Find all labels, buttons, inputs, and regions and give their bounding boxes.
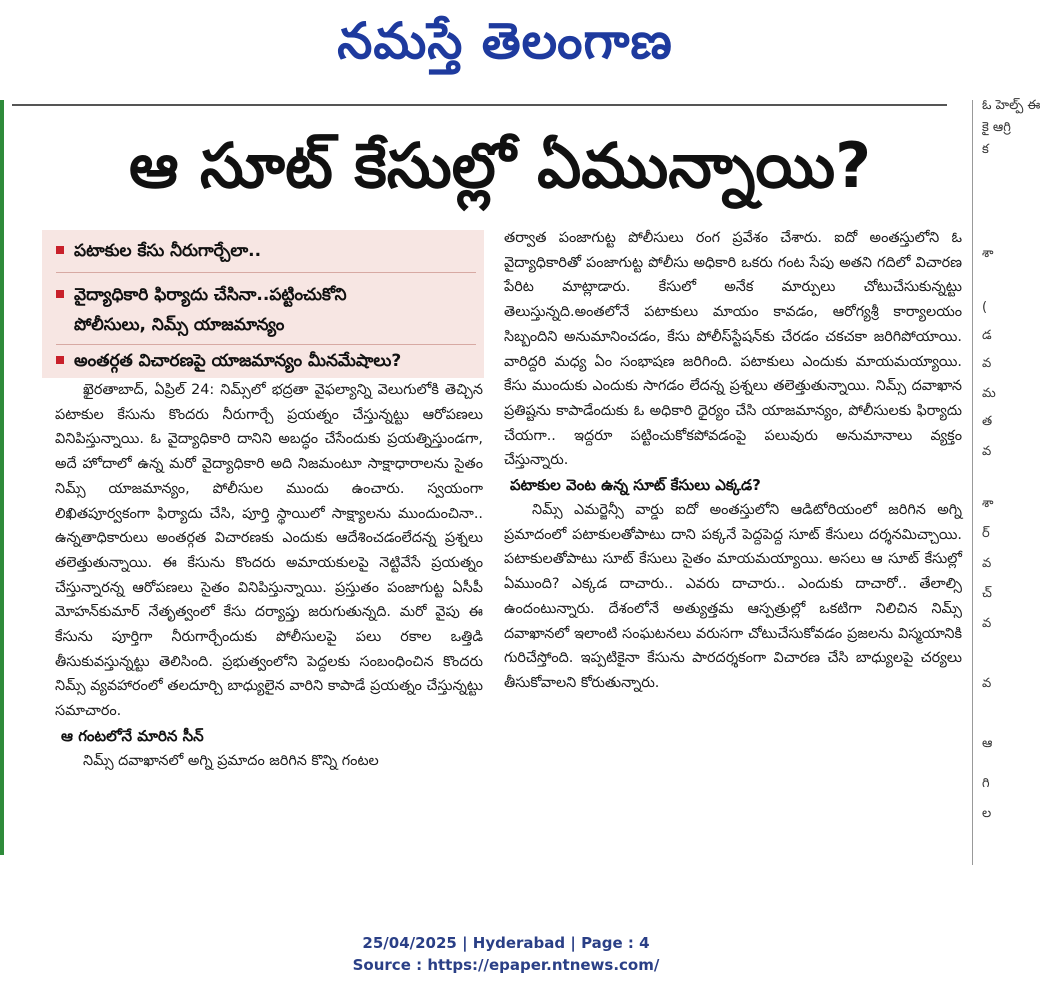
strip-text: మ [982, 386, 996, 401]
bullet-icon [56, 356, 64, 364]
highlights-box [42, 230, 484, 378]
strip-text: వ [982, 356, 992, 371]
article-column-left [55, 378, 483, 774]
highlight-item: అంతర్గత విచారణపై యాజమాన్యం మీనమేషాలు? [56, 346, 476, 376]
newspaper-masthead: నమస్తే తెలంగాణ [337, 12, 673, 70]
strip-text: శా [982, 496, 994, 511]
page-info: 25/04/2025 | Hyderabad | Page : 4 [362, 934, 650, 952]
strip-text: ఓ హెల్ప్ ఈ [982, 98, 1040, 113]
column-divider [972, 100, 973, 865]
article-headline: ఆ సూట్ కేసుల్లో ఏమున్నాయి? [128, 129, 872, 202]
strip-text: ర్ [982, 526, 990, 541]
strip-text: కై ఆగ్రి [982, 120, 1011, 135]
strip-text: డ [982, 328, 992, 343]
top-divider [12, 104, 947, 106]
strip-text: వ [982, 556, 992, 571]
strip-text: వ [982, 676, 992, 691]
article-paragraph: ఖైరతాబాద్, ఏప్రిల్ 24: నిమ్స్‌లో భద్రతా వైఫల్యాన్ని వెలుగులోకి తెచ్చిన పటాకుల కేసును కొందరు నీరుగార్చే ప్రయత్నం చేస్తున్నట్టు ఆరోపణలు వినిపిస్తున్నాయి. ఓ వైద్యాధికారి దానిని అబద్ధం చేసేందుకు ప్రయత్నిస్తుండగా, అదే హోదాలో ఉన్న మరో వైద్యాధికారి అది నిజమంటూ సాక్షాధారాలను సైతం నిమ్స్ యాజమాన్యం, పోలీసుల ముందు ఉంచారు. స్వయంగా లిఖితపూర్వకంగా ఫిర్యాదు చేసి, పూర్తి స్థాయిలో సాక్ష్యాలను ముందుంచినా.. ఉన్నతాధికారులు అంతర్గత విచారణకు ఎందుకు ఆదేశించడంలేదన్న ప్రశ్నలు తలెత్తుతున్నాయి. ఈ కేసును కొందరు అమాయకులపై నెట్టివేసే ప్రయత్నం చేస్తున్నారన్న ఆరోపణలు సైతం వినిపిస్తున్నాయి. ప్రస్తుతం పంజాగుట్ట ఏసీపీ మోహన్‌కుమార్ నేతృత్వంలో కేసు దర్యాప్తు జరుగుతున్నది. మరో వైపు ఈ కేసును పూర్తిగా నీరుగార్చేందుకు పోలీసులపై పలు రకాల ఒత్తిడి తీసుకువస్తున్నట్టు తెలిసింది. ప్రభుత్వంలోని పెద్దలకు సంబంధించిన కొందరు నిమ్స్ వ్యవహారంలో తలదూర్చి బాధ్యులైన వారిని కాపాడే ప్రయత్నం చేస్తున్నట్టు సమాచారం. [55, 382, 483, 720]
strip-text: శా [982, 246, 994, 261]
strip-text: చ్ [982, 586, 992, 601]
left-margin-strip [0, 100, 4, 855]
highlight-item: వైద్యాధికారి ఫిర్యాదు చేసినా..పట్టించుకోని పోలీసులు, నిమ్స్ యాజమాన్యం [56, 280, 476, 340]
article-subheading: ఆ గంటలోనే మారిన సీన్ [61, 726, 204, 745]
bullet-icon [56, 246, 64, 254]
article-column-right [504, 226, 962, 696]
strip-text: ( [982, 300, 988, 315]
article-paragraph: నిమ్స్ ఎమర్జెన్సీ వార్డు ఐదో అంతస్తులోని ఆడిటోరియంలో జరిగిన అగ్ని ప్రమాదంలో పటాకులతోపాటు దాని పక్కనే పెద్దపెద్ద సూట్ కేసులు దర్శనమిచ్చాయి. పటాకులతోపాటు సూట్ కేసులు సైతం మాయమయ్యాయి. అసలు ఆ సూట్ కేసుల్లో ఏముంది? ఎక్కడ దాచారు.. ఎవరు దాచారు.. ఎందుకు దాచారో.. తేలాల్సి ఉందంటున్నారు. దేశంలోనే అత్యుత్తమ ఆస్పత్రుల్లో ఒకటిగా నిలిచిన నిమ్స్ దవాఖానలో ఇలాంటి సంఘటనలు వరుసగా చోటుచేసుకోవడం ప్రజలను విస్మయానికి గురిచేస్తోంది. ఇప్పటికైనా కేసును పారదర్శకంగా విచారణ చేసి బాధ్యులపై చర్యలు తీసుకోవాలని కోరుతున్నారు. [504, 502, 962, 691]
article-paragraph: తర్వాత పంజాగుట్ట పోలీసులు రంగ ప్రవేశం చేశారు. ఐదో అంతస్తులోని ఓ వైద్యాధికారితో పంజాగుట్ట పోలీసు అధికారి ఒకరు గంట సేపు అతని గదిలో విచారణ పేరిట మాట్లాడారు. కేసులో అనేక మార్పులు చోటుచేసుకున్నట్టు తెలుస్తున్నది.అంతలోనే పటాకులు మాయం కావడం, ఆరోగ్యశ్రీ కార్యాలయం సిబ్బందిని అనుమానించడం, కేసు పోలీస్‌స్టేషన్‌కు చేరడం చకచకా జరిగిపోయాయి. వారిద్దరి మధ్య ఏం సంభాషణ జరిగింది. పటాకులు ఎందుకు మాయమయ్యాయి. కేసు ముందుకు ఎందుకు సాగడం లేదన్న ప్రశ్నలు తలెత్తుతున్నాయి. నిమ్స్ దవాఖాన ప్రతిష్టను కాపాడేందుకు ఓ అధికారి ధైర్యం చేసి యాజమాన్యం, పోలీసులకు ఫిర్యాదు చేయగా.. ఇద్దరూ పట్టించుకోకపోవడంపై పలువురు అనుమానాలు వ్యక్తం చేస్తున్నారు. [504, 230, 962, 469]
strip-text: వ [982, 444, 992, 459]
strip-text: గి [982, 776, 990, 791]
bullet-icon [56, 290, 64, 298]
highlight-divider [56, 272, 476, 273]
strip-text: వ [982, 616, 992, 631]
highlight-item: పటాకుల కేసు నీరుగార్చేలా.. [56, 236, 476, 266]
article-subheading: పటాకుల వెంట ఉన్న సూట్ కేసులు ఎక్కడ? [510, 476, 761, 495]
strip-text: త [982, 414, 993, 429]
highlight-divider [56, 344, 476, 345]
strip-text: ఆ [982, 736, 993, 751]
strip-text: క [982, 142, 989, 157]
adjacent-article-strip [978, 96, 1040, 866]
strip-text: ల [982, 806, 992, 821]
article-paragraph: నిమ్స్ దవాఖానలో అగ్ని ప్రమాదం జరిగిన కొన్ని గంటల [83, 752, 379, 769]
source-link[interactable]: Source : https://epaper.ntnews.com/ [352, 956, 660, 974]
